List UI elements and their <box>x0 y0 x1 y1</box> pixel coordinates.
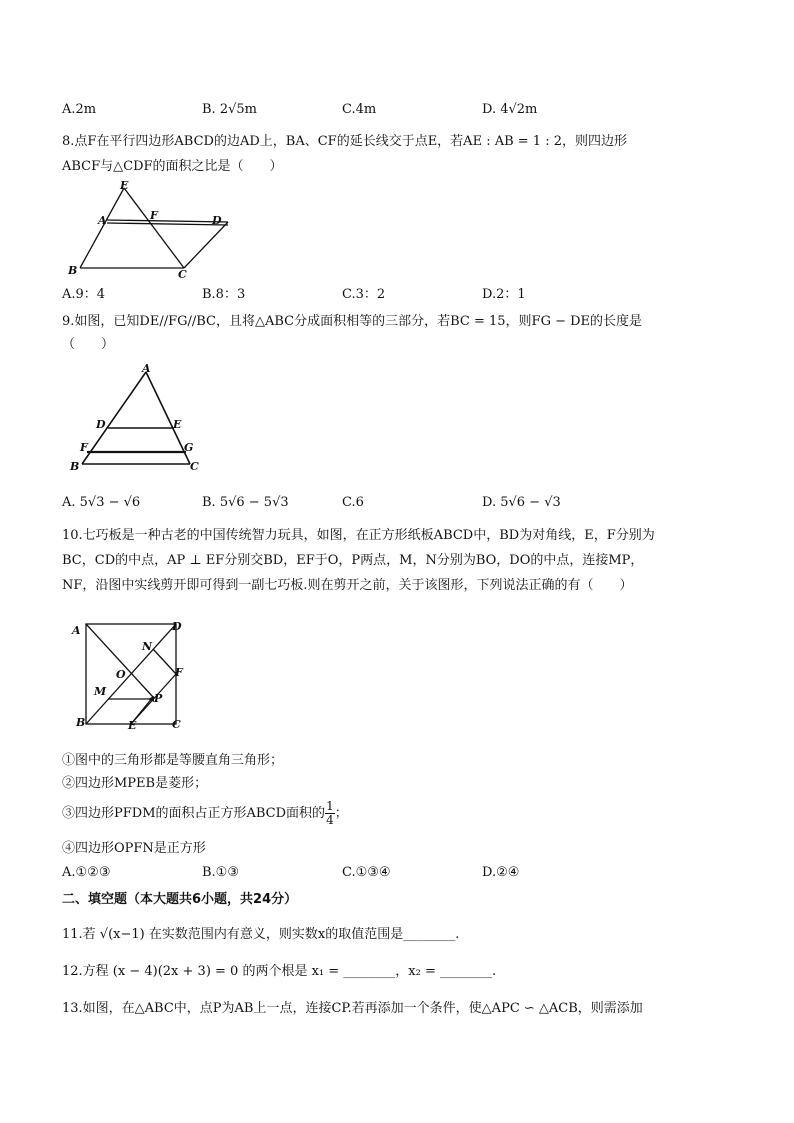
q10-label-n: N <box>142 640 153 653</box>
q10-statement-2: ②四边形MPEB是菱形； <box>62 776 208 791</box>
q9-label-c: C <box>190 460 199 473</box>
q10-statement-4: ④四边形OPFN是正方形 <box>62 841 206 856</box>
q10-label-b: B <box>76 716 86 729</box>
q10-label-e: E <box>128 719 137 732</box>
q8-label-b: B <box>68 264 78 277</box>
q8-segment-be <box>80 188 124 268</box>
q8-segment-ec <box>124 188 184 268</box>
q7-option-a: A.2m <box>62 102 97 117</box>
q7-option-d: D. 4√2m <box>482 102 538 117</box>
q10-label-c: C <box>172 718 181 731</box>
q8-label-e: E <box>120 179 129 192</box>
q8-segment-ad-double <box>107 223 228 225</box>
q10-option-d: D.②④ <box>482 865 520 880</box>
section-2-heading: 二、填空题（本大题共6小题，共24分） <box>62 892 298 907</box>
q10-label-a: A <box>72 624 81 637</box>
q8-segment-cd <box>184 222 228 268</box>
q8-parallelogram-figure <box>62 178 242 282</box>
q10-statement-3-end: ； <box>334 806 348 821</box>
q10-tangram-figure <box>62 612 202 734</box>
q9-label-e: E <box>173 418 182 431</box>
q10-statement-1: ①图中的三角形都是等腰直角三角形； <box>62 753 284 768</box>
q10-segment-nf <box>153 649 176 674</box>
q9-label-b: B <box>70 460 80 473</box>
q9-segment-ab <box>82 372 146 464</box>
q9-label-g: G <box>184 441 194 454</box>
q8-label-a: A <box>98 214 107 227</box>
q10-label-m: M <box>94 685 107 698</box>
q9-option-c: C.6 <box>342 495 364 510</box>
q10-label-o: O <box>116 668 126 681</box>
q10-label-f: F <box>175 666 183 679</box>
q9-triangle-figure <box>62 360 212 476</box>
q8-option-a: A.9：4 <box>62 287 106 302</box>
q10-label-p: P <box>154 692 163 705</box>
q10-fraction-one-quarter <box>325 800 335 827</box>
q13-text: 13.如图，在△ABC中，点P为AB上一点，连接CP.若再添加一个条件，使△APC ∽ △ACB，则需添加 <box>62 1001 643 1016</box>
q9-label-d: D <box>96 418 106 431</box>
q10-option-a: A.①②③ <box>62 865 111 880</box>
q10-option-b: B.①③ <box>202 865 239 880</box>
q10-fraction-denominator: 4 <box>326 813 334 827</box>
q10-text-line3: NF，沿图中实线剪开即可得到一副七巧板.则在剪开之前，关于该图形，下列说法正确的有（ ） <box>62 578 633 593</box>
q10-text-line1: 10.七巧板是一种古老的中国传统智力玩具，如图，在正方形纸板ABCD中，BD为对角线，E，F分别为 <box>62 528 655 543</box>
q10-option-c: C.①③④ <box>342 865 391 880</box>
q10-statement-3-text: ③四边形PFDM的面积占正方形ABCD面积的 <box>62 806 326 821</box>
q8-label-f: F <box>150 209 158 222</box>
q9-text-line1: 9.如图，已知DE//FG//BC，且将△ABC分成面积相等的三部分，若BC = 15，则FG − DE的长度是 <box>62 314 643 329</box>
q9-option-b: B. 5√6 − 5√3 <box>202 495 289 510</box>
q7-option-b: B. 2√5m <box>202 102 257 117</box>
q8-text-line2: ABCF与△CDF的面积之比是（ ） <box>62 159 283 174</box>
q8-segment-ad <box>107 220 228 222</box>
q11-text: 11.若 √(x−1) 在实数范围内有意义，则实数x的取值范围是________. <box>62 927 460 942</box>
q8-option-d: D.2：1 <box>482 287 526 302</box>
q8-label-d: D <box>212 214 222 227</box>
q9-option-d: D. 5√6 − √3 <box>482 495 561 510</box>
q10-statement-3 <box>62 800 348 827</box>
q10-text-line2: BC，CD的中点，AP ⊥ EF分别交BD，EF于O，P两点，M，N分别为BO，DO的中点，连接MP， <box>62 553 644 568</box>
q9-option-a: A. 5√3 − √6 <box>62 495 141 510</box>
q7-option-c: C.4m <box>342 102 377 117</box>
q9-label-f: F <box>80 441 88 454</box>
q9-text-line2: （ ） <box>62 337 115 352</box>
q8-option-c: C.3：2 <box>342 287 386 302</box>
q8-label-c: C <box>178 268 187 281</box>
q8-text-line1: 8.点F在平行四边形ABCD的边AD上，BA、CF的延长线交于点E，若AE : AB = 1 : 2，则四边形 <box>62 134 627 149</box>
q12-text: 12.方程 (x − 4)(2x + 3) = 0 的两个根是 x₁ = ________，x₂ = ________. <box>62 964 497 979</box>
q10-label-d: D <box>172 620 182 633</box>
q10-fraction-numerator: 1 <box>326 799 334 813</box>
q9-label-a: A <box>142 362 151 375</box>
q8-option-b: B.8：3 <box>202 287 246 302</box>
